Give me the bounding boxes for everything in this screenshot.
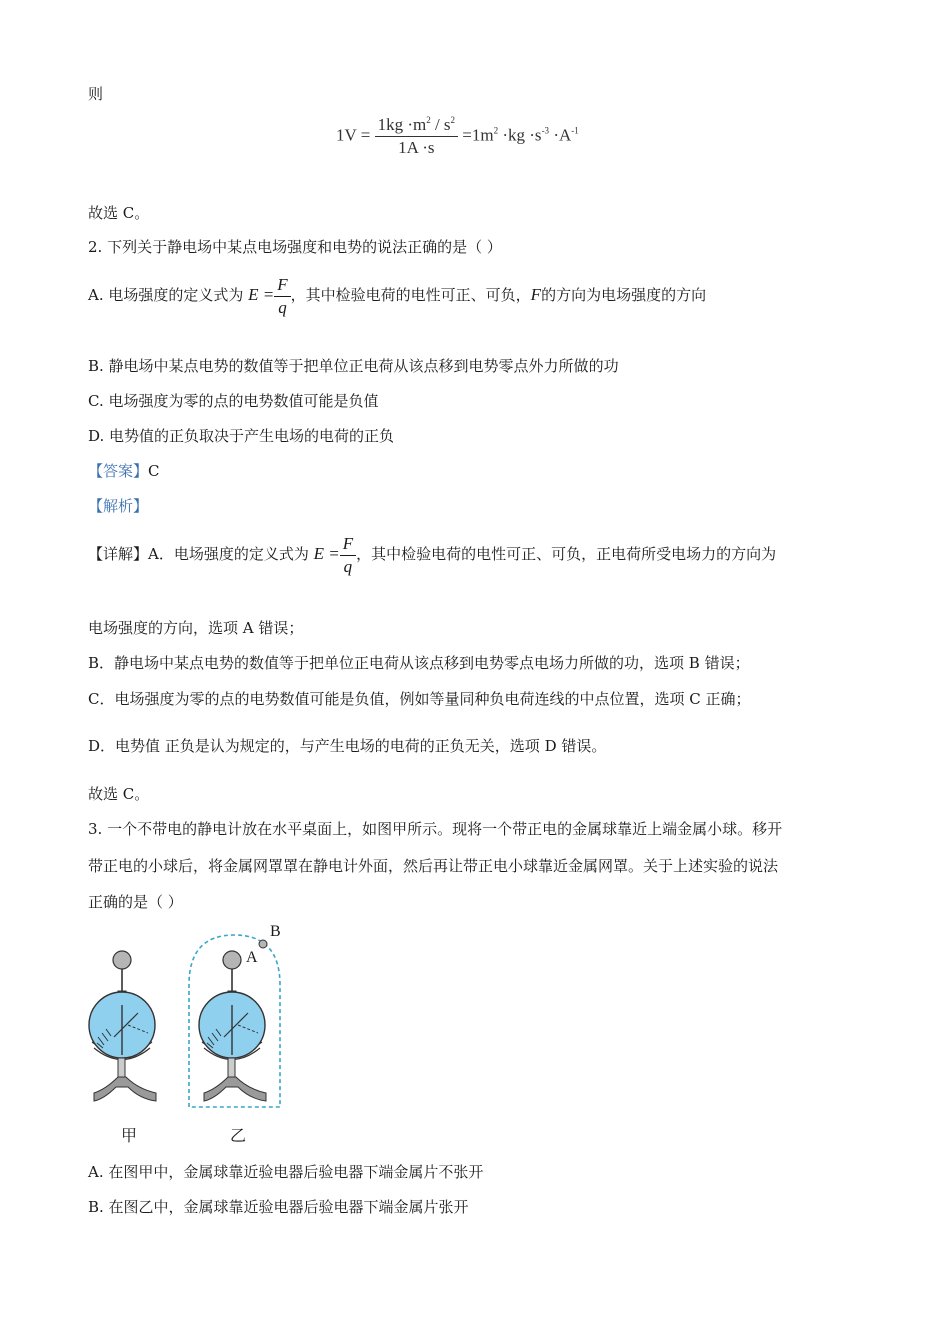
electroscope-jia [89, 951, 156, 1101]
detail-a: 【详解】A．电场强度的定义式为 E = $\frac{F}{q}$ ，其中检验电荷的电性可正、可负，正电荷所受电场力的方向为 [88, 533, 777, 576]
text-guxuan-2: 故选 C。 [88, 785, 150, 803]
option-2d: D. 电势值的正负取决于产生电场的电荷的正负 [88, 427, 395, 445]
electroscope-yi [189, 935, 280, 1107]
detail-b: B．静电场中某点电势的数值等于把单位正电荷从该点移到电势零点电场力所做的功，选项 B 错误； [88, 654, 750, 672]
option-2c: C. 电场强度为零的点的电势数值可能是负值 [88, 392, 379, 410]
detail-c: C．电场强度为零的点的电势数值可能是负值，例如等量同种负电荷连线的中点位置，选项 C 正确； [88, 690, 751, 708]
answer: 【答案】C [88, 462, 160, 480]
question-3-line3: 正确的是（ ） [88, 893, 183, 911]
question-3-line2: 带正电的小球后，将金属网罩罩在静电计外面，然后再让带正电小球靠近金属网罩。关于上述实验的说法 [88, 857, 779, 875]
question-3-option-b: B. 在图乙中，金属球靠近验电器后验电器下端金属片张开 [88, 1198, 469, 1216]
text-guxuan-1: 故选 C。 [88, 204, 150, 222]
electroscope-diagram [84, 925, 294, 1115]
question-3-option-a: A. 在图甲中，金属球靠近验电器后验电器下端金属片不张开 [88, 1163, 484, 1181]
label-jia: 甲 [121, 1126, 138, 1145]
option-2a: A. 电场强度的定义式为 E = $\frac{F}{q}$ ，其中检验电荷的电性可正、可负，F的方向为电场强度的方向 [88, 274, 707, 317]
detail-a2: 电场强度的方向，选项 A 错误； [88, 619, 304, 637]
detail-d: D．电势值 正负是认为规定的，与产生电场的电荷的正负无关，选项 D 错误。 [88, 737, 607, 755]
option-2b: B. 静电场中某点电势的数值等于把单位正电荷从该点移到电势零点外力所做的功 [88, 357, 619, 375]
label-A: A [246, 949, 258, 966]
text-ze: 则 [88, 85, 104, 103]
electroscope-figure [84, 925, 294, 1145]
unit-equation: 1V = $\frac{1kg \cdot m^2 / s^2}{1A \cdot s}$ $=1m^2 \cdot kg \cdot s^{-3} \cdot A^{-1}$ [336, 115, 579, 157]
question-2: 2. 下列关于静电场中某点电场强度和电势的说法正确的是（ ） [88, 238, 502, 256]
analysis-tag: 【解析】 [88, 497, 149, 515]
label-B: B [270, 923, 281, 940]
label-yi: 乙 [230, 1126, 247, 1145]
question-3-line1: 3. 一个不带电的静电计放在水平桌面上，如图甲所示。现将一个带正电的金属球靠近上端金属小球。移开 [88, 820, 783, 838]
